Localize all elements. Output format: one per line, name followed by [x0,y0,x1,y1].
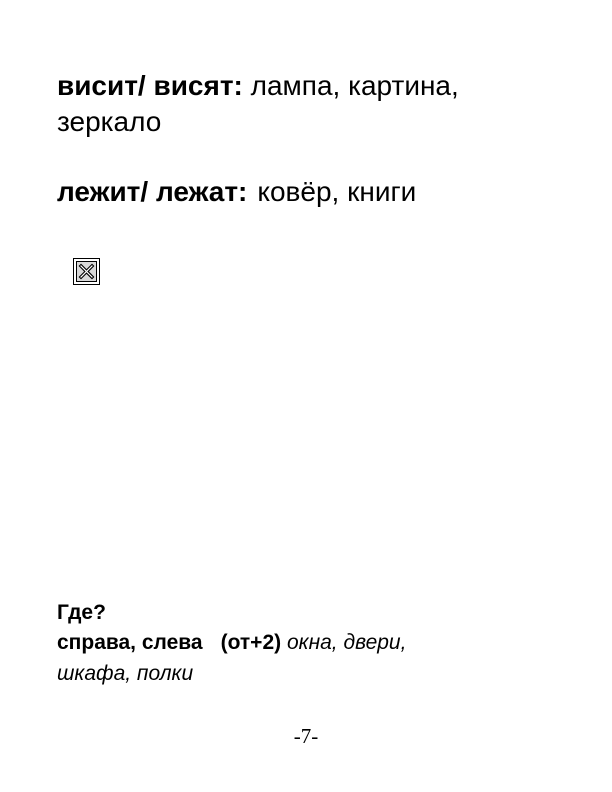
lie-items: ковёр, книги [257,176,417,207]
lie-line [57,176,416,208]
hang-items-continued: зеркало [57,106,162,137]
broken-image-icon [73,258,100,285]
examples-first: окна, двери, [286,631,407,654]
case-note: (от+2) [220,631,282,654]
broken-image-glyph [76,261,97,282]
lie-term: лежит/ лежат: [57,176,248,207]
hang-term: висит/ висят: [57,70,243,101]
hang-items: лампа, картина, [250,70,459,101]
page-number: -7- [293,724,319,748]
examples-second: шкафа, полки [57,662,194,685]
prepositions: справа, слева [57,631,203,654]
question-heading: Где? [57,601,106,624]
prepositions-line [57,631,406,655]
hang-line [57,70,459,102]
